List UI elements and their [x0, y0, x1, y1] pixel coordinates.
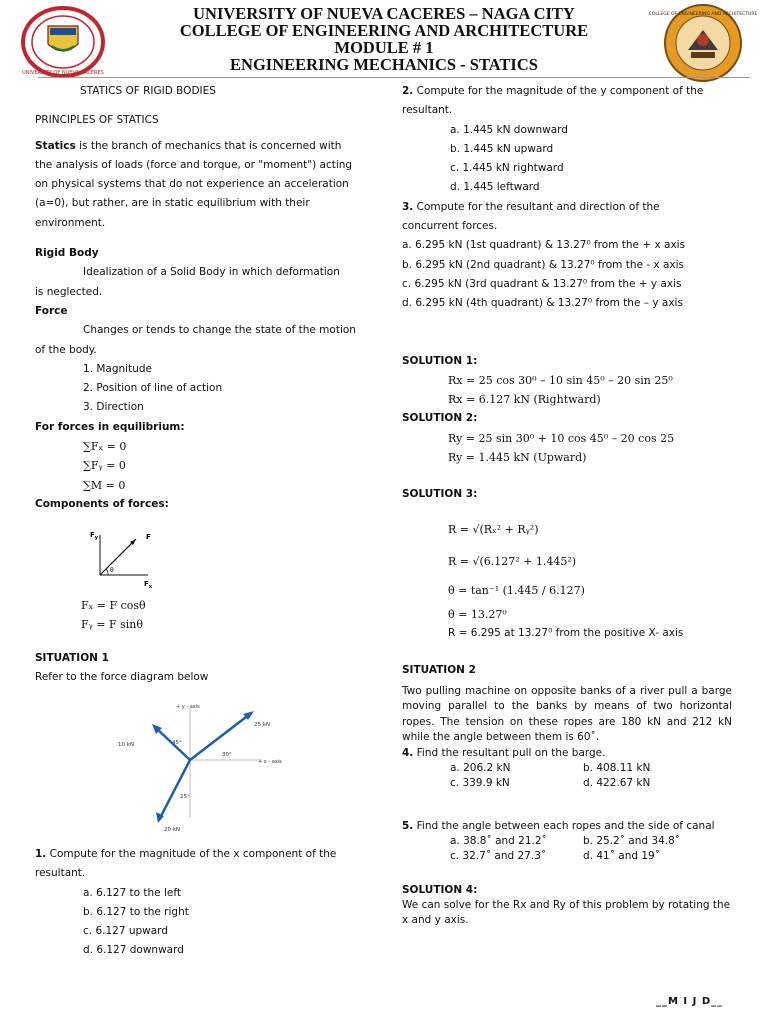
svg-text:25 kN: 25 kN — [254, 722, 271, 728]
choice-item: d. 6.127 downward — [83, 944, 184, 957]
svg-text:20 kN: 20 kN — [164, 827, 181, 833]
solution-3-heading: SOLUTION 3: — [402, 488, 478, 501]
solution-1-heading: SOLUTION 1: — [402, 354, 478, 367]
choice-item: c. 32.7˚ and 27.3˚ — [450, 849, 547, 862]
subject-title: ENGINEERING MECHANICS - STATICS — [230, 55, 538, 74]
question-2: 2. Compute for the magnitude of the y component of the — [402, 85, 704, 97]
question-3: 3. Compute for the resultant and direction of the — [402, 200, 660, 213]
list-item: 3. Direction — [83, 401, 144, 414]
resultant-calc: R = √(6.127² + 1.445²) — [448, 554, 577, 568]
choice-item: a. 206.2 kN — [450, 761, 511, 774]
principles-heading: PRINCIPLES OF STATICS — [35, 114, 159, 127]
list-item: 2. Position of line of action — [83, 382, 223, 395]
statics-term: Statics — [35, 139, 76, 152]
module-number: MODULE # 1 — [334, 38, 434, 57]
force-heading: Force — [35, 304, 68, 317]
equation: ∑Fₓ = 0 — [83, 440, 127, 454]
situation-1-heading: SITUATION 1 — [35, 651, 109, 664]
choice-item: b. 1.445 kN upward — [450, 142, 554, 155]
choice-item: c. 1.445 kN rightward — [450, 162, 564, 175]
angle-result: θ = 13.27⁰ — [448, 607, 507, 621]
angle-formula: θ = tan⁻¹ (1.445 / 6.127) — [448, 583, 585, 597]
header-divider — [38, 77, 750, 78]
college-name: COLLEGE OF ENGINEERING AND ARCHITECTURE — [179, 21, 589, 40]
solution-4-text: We can solve for the Rx and Ry of this problem by rotating the x and y axis. — [402, 898, 731, 927]
university-name: UNIVERSITY OF NUEVA CACERES – NAGA CITY — [193, 4, 575, 23]
svg-text:45°: 45° — [172, 740, 182, 746]
choice-item: c. 6.127 upward — [83, 925, 168, 938]
svg-text:UNIVERSITY OF NUEVA CACERES: UNIVERSITY OF NUEVA CACERES — [22, 70, 104, 76]
choice-item: b. 25.2˚ and 34.8˚ — [583, 834, 681, 847]
choice-item: a. 38.8˚ and 21.2˚ — [450, 834, 547, 847]
document-header — [100, 5, 668, 73]
choice-item: a. 1.445 kN downward — [450, 123, 568, 136]
choice-item: a. 6.127 to the left — [83, 886, 181, 899]
left-column: STATICS OF RIGID BODIES PRINCIPLES OF STATICS Statics is the branch of mechanics that is concerned with the analysis of loads (force and torque, or "moment") acting on physical systems that do not experience an acceleration (a=0), but rather, are in static equilibrium with their environment. Rigid Body Idealization of a Solid Body in which deformation is neglected. Force Changes or tends to change the state of the motion of the body. 1. Magnitude 2. Position of line of action 3. Direction For forces in equilibrium: ∑Fₓ = 0 ∑Fᵧ = 0 ∑M = 0 Components of forces: — [35, 82, 365, 514]
svg-text:θ: θ — [110, 567, 114, 574]
solution-2-heading: SOLUTION 2: — [402, 412, 478, 425]
section-title: STATICS OF RIGID BODIES — [80, 85, 216, 97]
equation: ∑M = 0 — [83, 478, 126, 492]
situation-2-text: Two pulling machine on opposite banks of a river pull a barge moving parallel to the banks by means of two horizontal ropes. The tension on these ropes are 180 kN and 212 kN while the angle between them is 60˚. — [402, 684, 732, 744]
force-components-figure — [88, 525, 168, 593]
svg-text:+ x - axis: + x - axis — [258, 759, 282, 765]
list-item: 1. Magnitude — [83, 362, 152, 375]
question-1: 1. Compute for the magnitude of the x component of the — [35, 848, 337, 860]
svg-text:Fx: $F_x$ — [144, 580, 153, 590]
equilibrium-heading: For forces in equilibrium: — [35, 420, 185, 433]
svg-text:Fy: $F_y$ — [90, 531, 99, 541]
situation-2-heading: SITUATION 2 — [402, 664, 476, 677]
fx-equation: Fₓ = F cosθ — [81, 599, 146, 612]
right-column: 2. Compute for the magnitude of the y component of the resultant. a. 1.445 kN downward b. 1.445 kN upward c. 1.445 kN rightward d. 1.445 leftward 3. Compute for the resultant and direction of the concurrent forces. a. 6.295 kN (1st quadrant) & 13.27⁰ from the + x axis b. 6.295 kN (2nd quadrant) & 13.27⁰ from the - x axis c. 6.295 kN (3rd quadrant & 13.27⁰ from the + y axis d. 6.295 kN (4th quadrant) & 13.27⁰ from the – y axis SOLUTION 1: Rx = 25 cos 30⁰ – 10 sin 45⁰ – 20 sin 25⁰ Rx = 6.127 kN (Rightward) SOLUTION 2: Ry = 25 sin 30⁰ + 10 cos 45⁰ – 20 cos 25 Ry = 1.445 kN (Upward) SOLUTION 3: R = √(Rₓ² + Rᵧ²) R = √(6.127² + 1.445²) θ = tan⁻¹ (1.445 / 6.127) θ = 13.27⁰ R = 6.295 at 13.27⁰ from the positive X- axis SITUATION 2 Two pulling machine on opposite banks of a river pull a barge moving parallel to the banks by means of two horizontal ropes. The tension on these ropes are 180 kN and 212 kN while the angle between them is 60˚. 4. Find the resultant pull on the barge. a. 206.2 kN b. 408.11 kN c. 339.9 kN d. 422.67 kN 5. Find the angle between each ropes and the side of canal a. 38.8˚ and 21.2˚ b. 25.2˚ and 34.8˚ c. 32.7˚ and 27.3˚ d. 41˚ and 19˚ SOLUTION 4: We can solve for the Rx and Ry of this problem by rotating the x and y axis. — [402, 82, 732, 929]
choice-item: b. 408.11 kN — [583, 761, 651, 774]
choice-item: d. 41˚ and 19˚ — [583, 849, 660, 862]
university-seal-logo — [20, 6, 106, 78]
resultant-answer: R = 6.295 at 13.27⁰ from the positive X- axis — [448, 626, 684, 639]
question-4: 4. — [402, 746, 414, 759]
solution-4-heading: SOLUTION 4: — [402, 883, 478, 896]
fy-equation: Fᵧ = F sinθ — [81, 618, 143, 632]
equation: ∑Fᵧ = 0 — [83, 459, 126, 473]
choice-item: b. 6.127 to the right — [83, 905, 189, 918]
choice-item: a. 6.295 kN (1st quadrant) & 13.27⁰ from the + x axis — [402, 239, 686, 252]
svg-text:+ y - axis: + y - axis — [176, 704, 200, 710]
svg-text:COLLEGE OF ENGINEERING AND ARC: COLLEGE OF ENGINEERING AND ARCHITECTURE — [648, 12, 758, 17]
svg-text:10 kN: 10 kN — [118, 742, 135, 748]
college-seal-logo — [648, 2, 758, 84]
svg-text:25°: 25° — [180, 794, 190, 800]
resultant-formula: R = √(Rₓ² + Rᵧ²) — [448, 522, 539, 536]
choice-item: d. 6.295 kN (4th quadrant) & 13.27⁰ from the – y axis — [402, 297, 683, 310]
svg-text:F: F — [146, 533, 151, 541]
svg-text:30°: 30° — [222, 752, 232, 758]
choice-item: d. 1.445 leftward — [450, 181, 540, 194]
choice-item: c. 339.9 kN — [450, 776, 510, 789]
choice-item: c. 6.295 kN (3rd quadrant & 13.27⁰ from the + y axis — [402, 277, 682, 290]
components-heading: Components of forces: — [35, 497, 169, 510]
question-5: 5. — [402, 819, 414, 832]
choice-item: d. 422.67 kN — [583, 776, 651, 789]
force-diagram — [112, 698, 292, 838]
author-signature: __M I J D__ — [656, 996, 724, 1007]
choice-item: b. 6.295 kN (2nd quadrant) & 13.27⁰ from the - x axis — [402, 258, 685, 271]
rigid-body-heading: Rigid Body — [35, 247, 99, 260]
